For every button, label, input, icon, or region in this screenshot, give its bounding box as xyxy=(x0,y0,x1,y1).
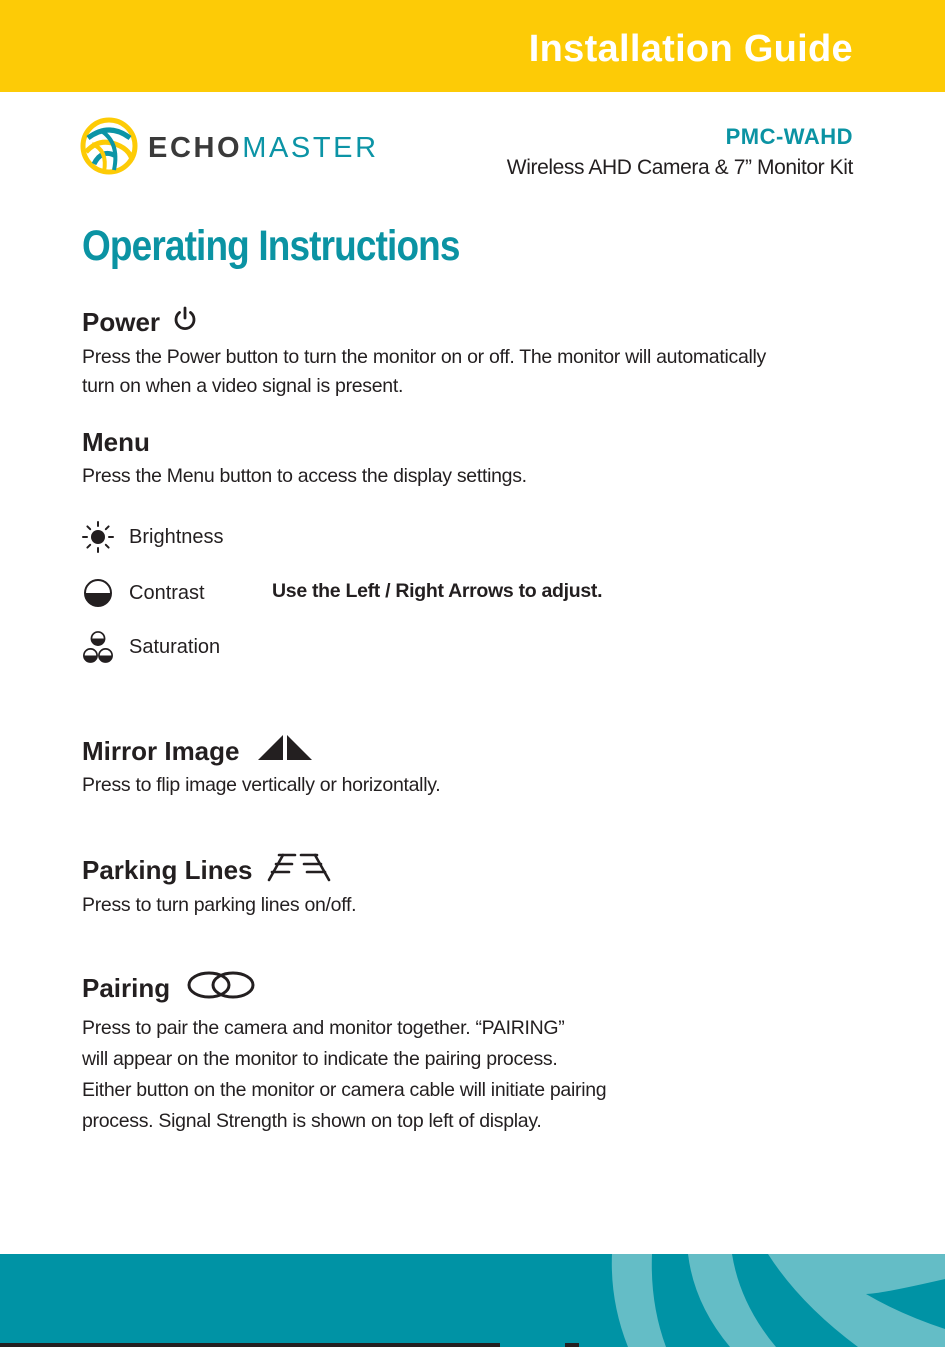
mirror-section xyxy=(82,734,440,800)
pairing-line-2: will appear on the monitor to indicate the pairing process. xyxy=(82,1048,558,1070)
product-info xyxy=(507,124,853,180)
setting-label: Saturation xyxy=(129,635,221,658)
sun-icon xyxy=(82,521,114,553)
pairing-line-4: process. Signal Strength is shown on top left of display. xyxy=(82,1110,542,1132)
mirror-title: Mirror Image xyxy=(82,736,240,766)
parking-section xyxy=(82,852,356,920)
parking-lines-icon xyxy=(267,852,331,889)
page-title: Operating Instructions xyxy=(82,222,460,270)
menu-section xyxy=(82,427,527,491)
pairing-title: Pairing xyxy=(82,973,171,1003)
header-bar xyxy=(0,0,945,92)
power-section xyxy=(82,306,766,401)
product-model: PMC-WAHD xyxy=(725,124,853,149)
brand-part-echo: ECHO xyxy=(148,132,243,164)
setting-label: Brightness xyxy=(129,525,224,548)
setting-label: Contrast xyxy=(129,581,205,604)
contrast-icon xyxy=(82,577,114,609)
menu-line-1: Press the Menu button to access the display settings. xyxy=(82,465,527,487)
saturation-icon xyxy=(82,628,114,666)
power-line-1: Press the Power button to turn the monitor on or off. The monitor will automatically xyxy=(82,346,767,368)
power-line-2: turn on when a video signal is present. xyxy=(82,375,404,397)
footer-bar xyxy=(0,1254,945,1347)
setting-saturation xyxy=(82,628,220,666)
guide-title: Installation Guide xyxy=(528,28,853,70)
echomaster-swirl-logo-icon xyxy=(80,116,138,176)
power-title: Power xyxy=(82,307,161,337)
menu-title: Menu xyxy=(82,427,150,457)
parking-title: Parking Lines xyxy=(82,855,253,885)
pairing-line-3: Either button on the monitor or camera cable will initiate pairing xyxy=(82,1079,607,1101)
power-icon xyxy=(172,306,198,339)
pairing-icon xyxy=(186,970,256,1007)
pairing-line-1: Press to pair the camera and monitor together. “PAIRING” xyxy=(82,1017,565,1039)
setting-contrast xyxy=(82,577,205,609)
mirror-image-icon xyxy=(258,734,312,769)
footer-chevron-graphic xyxy=(0,1254,945,1347)
brand-part-master: MASTER xyxy=(242,132,379,164)
product-description: Wireless AHD Camera & 7” Monitor Kit xyxy=(506,156,853,179)
pairing-section xyxy=(82,970,606,1137)
setting-brightness xyxy=(82,521,224,553)
adjust-note: Use the Left / Right Arrows to adjust. xyxy=(272,580,603,602)
parking-line-1: Press to turn parking lines on/off. xyxy=(82,894,357,916)
brand-wordmark xyxy=(148,132,379,165)
mirror-line-1: Press to flip image vertically or horizontally. xyxy=(82,774,441,796)
